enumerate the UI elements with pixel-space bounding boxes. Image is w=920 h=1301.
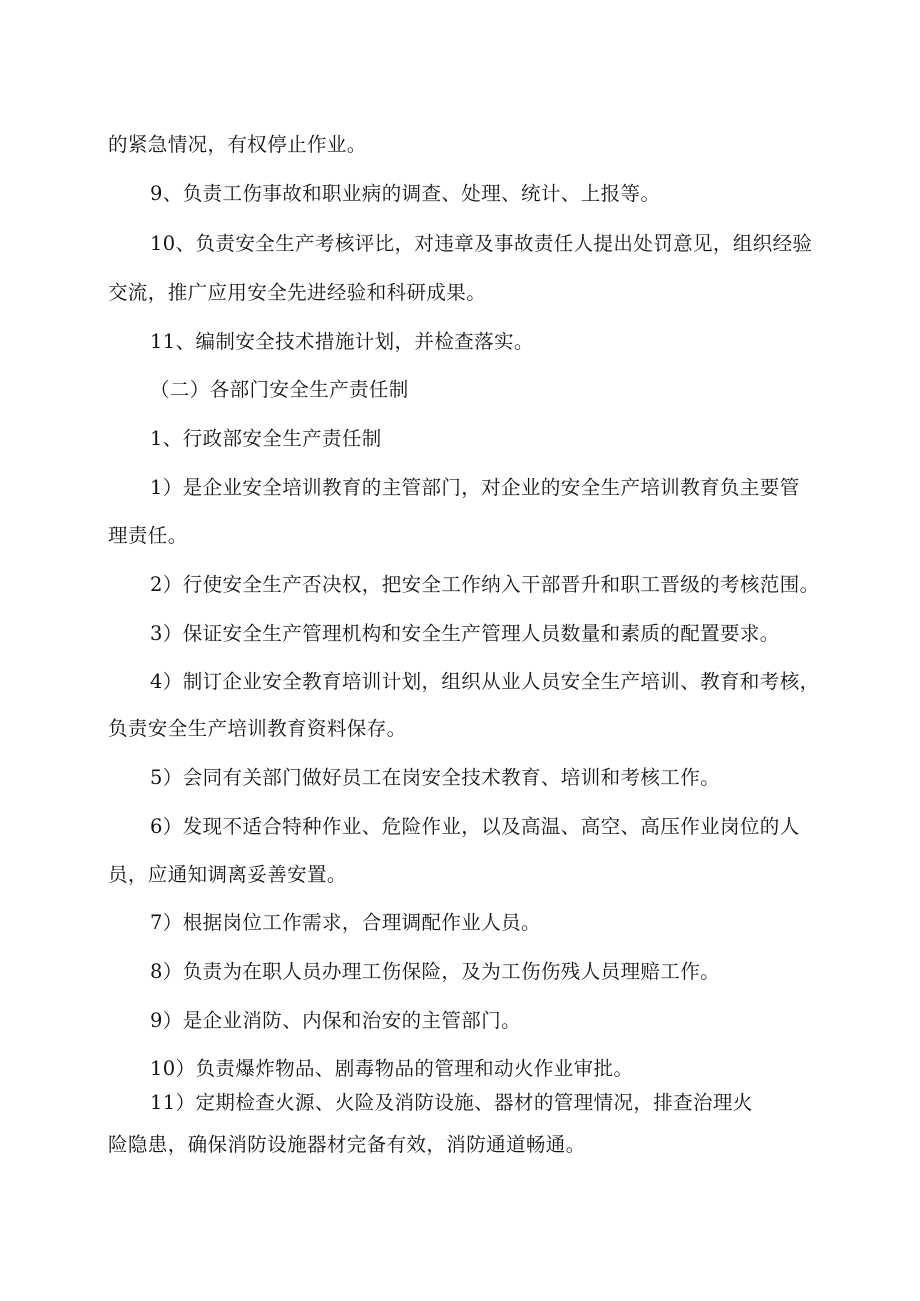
section-heading: （二）各部门安全生产责任制: [150, 378, 409, 401]
text-line: 的紧急情况，有权停止作业。: [108, 133, 367, 156]
text-line: 11）定期检查火源、火险及消防设施、器材的管理情况，排查治理火: [150, 1091, 753, 1114]
text-line: 8）负责为在职人员办理工伤保险，及为工伤伤残人员理赔工作。: [150, 960, 721, 983]
text-line: 9）是企业消防、内保和治安的主管部门。: [150, 1009, 522, 1032]
text-line: 10）负责爆炸物品、剧毒物品的管理和动火作业审批。: [150, 1057, 634, 1080]
text-line: 交流，推广应用安全先进经验和科研成果。: [108, 281, 487, 304]
text-line: 险隐患，确保消防设施器材完备有效，消防通道畅通。: [108, 1133, 586, 1156]
text-line: 员，应通知调离妥善安置。: [108, 863, 347, 886]
text-line: 负责安全生产培训教育资料保存。: [108, 717, 407, 740]
text-line: 11、编制安全技术措施计划，并检查落实。: [150, 330, 534, 353]
text-line: 5）会同有关部门做好员工在岗安全技术教育、培训和考核工作。: [150, 766, 721, 789]
text-line: 1）是企业安全培训教育的主管部门，对企业的安全生产培训教育负主要管: [150, 476, 800, 499]
text-line: 9、负责工伤事故和职业病的调查、处理、统计、上报等。: [150, 182, 661, 205]
text-line: 4）制订企业安全教育培训计划，组织从业人员安全生产培训、教育和考核，: [150, 670, 820, 693]
text-line: 理责任。: [108, 524, 188, 547]
subsection-heading: 1、行政部安全生产责任制: [150, 427, 382, 450]
text-line: 6）发现不适合特种作业、危险作业，以及高温、高空、高压作业岗位的人: [150, 815, 800, 838]
text-line: 10、负责安全生产考核评比，对违章及事故责任人提出处罚意见，组织经验: [150, 232, 813, 255]
text-line: 3）保证安全生产管理机构和安全生产管理人员数量和素质的配置要求。: [150, 622, 780, 645]
text-line: 7）根据岗位工作需求，合理调配作业人员。: [150, 911, 541, 934]
text-line: 2）行使安全生产否决权，把安全工作纳入干部晋升和职工晋级的考核范围。: [150, 573, 820, 596]
